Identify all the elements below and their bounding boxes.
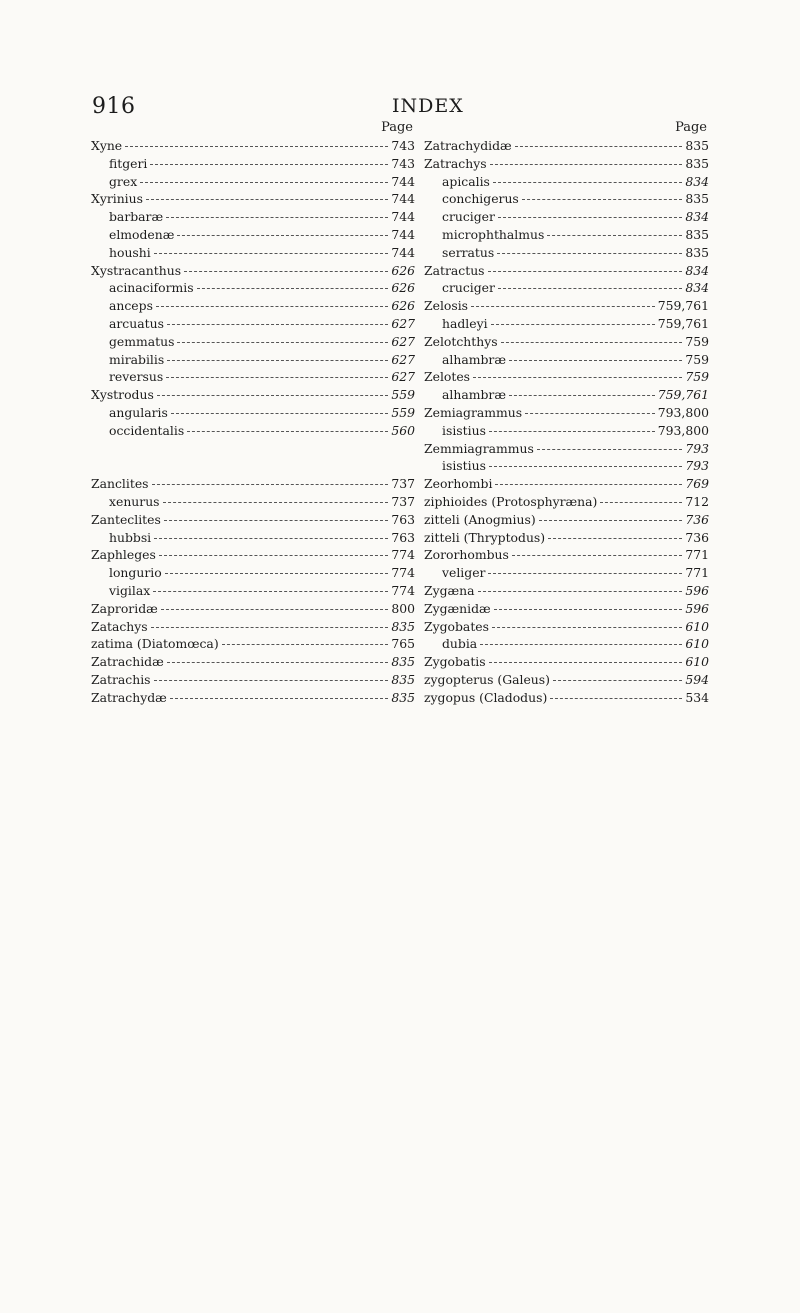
- index-entry: [424, 262, 709, 280]
- entry-term: Zaproridæ: [91, 600, 158, 616]
- entry-page-number: 835: [685, 244, 709, 260]
- dot-leader: [498, 288, 682, 289]
- index-entry: [91, 190, 415, 208]
- entry-term: zatima (Diatomœca): [91, 636, 219, 652]
- dot-leader: [522, 199, 683, 200]
- entry-term: Zygobatis: [424, 654, 486, 670]
- entry-page-number: 835: [685, 155, 709, 171]
- entry-page-number: 793: [685, 458, 709, 474]
- entry-term: anceps: [109, 298, 153, 314]
- entry-term: zitteli (Anogmius): [424, 511, 536, 527]
- dot-leader: [159, 555, 389, 556]
- entry-page-number: 737: [391, 493, 415, 509]
- dot-leader: [161, 609, 389, 610]
- entry-page-number: 765: [391, 636, 415, 652]
- entry-page-number: 712: [685, 493, 709, 509]
- entry-page-number: 736: [685, 511, 709, 527]
- entry-page-number: 627: [391, 351, 415, 367]
- dot-leader: [489, 662, 683, 663]
- dot-leader: [490, 164, 683, 165]
- entry-page-number: 626: [391, 262, 415, 278]
- entry-page-number: 763: [391, 529, 415, 545]
- dot-leader: [553, 680, 682, 681]
- entry-term: alhambræ: [442, 387, 506, 403]
- entry-page-number: 759: [685, 351, 709, 367]
- dot-leader: [494, 609, 683, 610]
- dot-leader: [177, 342, 388, 343]
- entry-term: serratus: [442, 244, 495, 260]
- dot-leader: [488, 573, 682, 574]
- dot-leader: [167, 662, 389, 663]
- dot-leader: [166, 377, 388, 378]
- index-entry: [91, 351, 415, 369]
- dot-leader: [184, 271, 388, 272]
- index-entry: [91, 671, 415, 689]
- entry-term: conchigerus: [442, 191, 519, 207]
- entry-term: fitgeri: [109, 155, 148, 171]
- entry-page-number: 835: [685, 191, 709, 207]
- entry-term: Zygobates: [424, 618, 489, 634]
- dot-leader: [489, 431, 655, 432]
- index-entry: [91, 333, 415, 351]
- entry-term: hubbsi: [109, 529, 152, 545]
- index-entry: [424, 529, 709, 547]
- dot-leader: [197, 288, 389, 289]
- dot-leader: [480, 644, 682, 645]
- entry-term: Zatrachis: [91, 671, 151, 687]
- entry-page-number: 610: [685, 654, 709, 670]
- index-entry: [91, 244, 415, 262]
- dot-leader: [492, 627, 682, 628]
- index-entry: [424, 600, 709, 618]
- entry-page-number: 626: [391, 298, 415, 314]
- index-entry: [424, 493, 709, 511]
- dot-leader: [539, 520, 683, 521]
- entry-term: Zanteclites: [91, 511, 161, 527]
- index-entry: [424, 422, 709, 440]
- entry-term: Xyrinius: [91, 191, 143, 207]
- index-entry: [91, 618, 415, 636]
- entry-term: cruciger: [442, 280, 495, 296]
- index-entry: [424, 137, 709, 155]
- dot-leader: [550, 698, 682, 699]
- index-entry: [91, 600, 415, 618]
- entry-term: cruciger: [442, 209, 495, 225]
- entry-page-number: 793: [685, 440, 709, 456]
- index-entry: [91, 404, 415, 422]
- dot-leader: [156, 306, 388, 307]
- index-entry: [424, 653, 709, 671]
- entry-page-number: 759: [685, 333, 709, 349]
- page-column-heading: Page: [675, 120, 707, 135]
- index-entry: [91, 279, 415, 297]
- index-entry: [424, 635, 709, 653]
- entry-term: Zororhombus: [424, 547, 509, 563]
- entry-page-number: 559: [391, 387, 415, 403]
- entry-page-number: 835: [391, 654, 415, 670]
- entry-term: Zemiagrammus: [424, 404, 523, 420]
- entry-term: grex: [109, 173, 138, 189]
- index-entry: [91, 173, 415, 191]
- entry-term: hadleyi: [442, 315, 488, 331]
- entry-term: Zatractus: [424, 262, 485, 278]
- index-entry: [424, 351, 709, 369]
- dot-leader: [171, 413, 388, 414]
- dot-leader: [166, 217, 388, 218]
- entry-page-number: 744: [391, 244, 415, 260]
- index-entry: [424, 297, 709, 315]
- dot-leader: [493, 182, 682, 183]
- index-entry: [91, 475, 415, 493]
- entry-term: Zatrachys: [424, 155, 487, 171]
- entry-term: xenurus: [109, 493, 160, 509]
- entry-page-number: 626: [391, 280, 415, 296]
- index-entry: [424, 208, 709, 226]
- entry-term: longurio: [109, 565, 162, 581]
- dot-leader: [515, 146, 683, 147]
- entry-page-number: 744: [391, 173, 415, 189]
- entry-page-number: 759,761: [657, 315, 709, 331]
- entry-term: angularis: [109, 404, 168, 420]
- entry-page-number: 759,761: [657, 387, 709, 403]
- dot-leader: [187, 431, 388, 432]
- index-entry: [424, 386, 709, 404]
- index-entry: [424, 440, 709, 458]
- index-entry: [91, 226, 415, 244]
- entry-page-number: 834: [685, 280, 709, 296]
- entry-term: Zygænidæ: [424, 600, 491, 616]
- dot-leader: [547, 235, 682, 236]
- index-entry: [424, 404, 709, 422]
- entry-term: Zanclites: [91, 476, 149, 492]
- entry-term: Zatrachydidæ: [424, 138, 512, 153]
- entry-term: isistius: [442, 422, 486, 438]
- entry-term: acinaciformis: [109, 280, 194, 296]
- index-entry: [424, 546, 709, 564]
- index-entry: [91, 511, 415, 529]
- index-entry: [91, 564, 415, 582]
- entry-term: zygopus (Cladodus): [424, 689, 548, 705]
- entry-term: alhambræ: [442, 351, 506, 367]
- entry-page-number: 744: [391, 191, 415, 207]
- entry-page-number: 594: [685, 671, 709, 687]
- index-entry: [424, 244, 709, 262]
- entry-page-number: 759,761: [657, 298, 709, 314]
- index-column-right: [424, 119, 709, 707]
- dot-leader: [146, 199, 388, 200]
- dot-leader: [471, 306, 655, 307]
- page-number: 916: [92, 94, 136, 119]
- entry-page-number: 834: [685, 262, 709, 278]
- index-entry: [91, 368, 415, 386]
- dot-leader: [154, 680, 389, 681]
- dot-leader: [163, 502, 389, 503]
- dot-leader: [151, 627, 389, 628]
- entry-term: ziphioides (Protosphyræna): [424, 493, 598, 509]
- dot-leader: [489, 466, 682, 467]
- entry-term: Zelotes: [424, 369, 471, 385]
- dot-leader: [501, 342, 683, 343]
- entry-spacer: [91, 457, 415, 475]
- entry-page-number: 736: [685, 529, 709, 545]
- entry-term: Zatrachydæ: [91, 689, 167, 705]
- entry-term: occidentalis: [109, 422, 185, 438]
- dot-leader: [152, 484, 389, 485]
- index-entry: [424, 368, 709, 386]
- entry-term: Zaphleges: [91, 547, 156, 563]
- entry-term: barbaræ: [109, 209, 164, 225]
- entry-page-number: 627: [391, 315, 415, 331]
- dot-leader: [164, 520, 389, 521]
- entry-term: Zelosis: [424, 298, 469, 314]
- index-entry: [91, 315, 415, 333]
- index-entry: [424, 173, 709, 191]
- index-column-left: [91, 119, 415, 707]
- entry-page-number: 627: [391, 333, 415, 349]
- dot-leader: [548, 538, 682, 539]
- entry-page-number: 596: [685, 600, 709, 616]
- entry-term: gemmatus: [109, 333, 175, 349]
- entry-page-number: 534: [685, 689, 709, 705]
- entry-term: Zatrachidæ: [91, 654, 164, 670]
- index-entry: [424, 279, 709, 297]
- index-entry: [424, 333, 709, 351]
- dot-leader: [509, 395, 655, 396]
- page-title: INDEX: [392, 95, 464, 117]
- dot-leader: [165, 573, 389, 574]
- index-entry: [91, 208, 415, 226]
- index-entry: [91, 297, 415, 315]
- entry-page-number: 744: [391, 209, 415, 225]
- index-entry: [91, 653, 415, 671]
- dot-leader: [512, 555, 683, 556]
- dot-leader: [154, 538, 388, 539]
- entry-page-number: 759: [685, 369, 709, 385]
- dot-leader: [154, 253, 389, 254]
- entry-term: mirabilis: [109, 351, 165, 367]
- entry-page-number: 610: [685, 618, 709, 634]
- entry-page-number: 559: [391, 404, 415, 420]
- index-entry: [424, 226, 709, 244]
- entry-term: isistius: [442, 458, 486, 474]
- index-entry: [91, 582, 415, 600]
- index-entry: [424, 618, 709, 636]
- entry-page-number: 774: [391, 565, 415, 581]
- page-column-heading: Page: [381, 120, 413, 135]
- index-entry: [91, 546, 415, 564]
- entry-term: Zygæna: [424, 582, 475, 598]
- entry-term: veliger: [442, 565, 486, 581]
- entry-page-number: 737: [391, 476, 415, 492]
- entry-page-number: 743: [391, 155, 415, 171]
- dot-leader: [473, 377, 682, 378]
- dot-leader: [153, 591, 388, 592]
- entry-page-number: 774: [391, 582, 415, 598]
- dot-leader: [150, 164, 388, 165]
- dot-leader: [495, 484, 682, 485]
- entry-page-number: 744: [391, 226, 415, 242]
- entry-term: zitteli (Thryptodus): [424, 529, 546, 545]
- entry-page-number: 771: [685, 565, 709, 581]
- dot-leader: [537, 449, 682, 450]
- index-entry: [424, 155, 709, 173]
- entry-page-number: 793,800: [657, 404, 709, 420]
- dot-leader: [177, 235, 388, 236]
- entry-page-number: 769: [685, 476, 709, 492]
- dot-leader: [498, 217, 682, 218]
- index-entry: [424, 564, 709, 582]
- entry-page-number: 596: [685, 582, 709, 598]
- entry-page-number: 835: [391, 689, 415, 705]
- entry-spacer: [91, 440, 415, 458]
- index-entry: [424, 457, 709, 475]
- index-entry: [424, 315, 709, 333]
- index-entry: [91, 137, 415, 155]
- entry-page-number: 763: [391, 511, 415, 527]
- index-entry: [424, 190, 709, 208]
- index-entry-list: [91, 137, 415, 707]
- entry-page-number: 610: [685, 636, 709, 652]
- entry-page-number: 834: [685, 173, 709, 189]
- index-entry: [91, 422, 415, 440]
- dot-leader: [222, 644, 389, 645]
- dot-leader: [491, 324, 655, 325]
- entry-term: microphthalmus: [442, 226, 545, 242]
- entry-term: zygopterus (Galeus): [424, 671, 550, 687]
- entry-page-number: 771: [685, 547, 709, 563]
- entry-page-number: 560: [391, 422, 415, 438]
- entry-term: Zatachys: [91, 618, 148, 634]
- entry-term: arcuatus: [109, 315, 164, 331]
- index-entry: [424, 475, 709, 493]
- index-entry: [91, 529, 415, 547]
- index-entry: [91, 386, 415, 404]
- index-entry: [91, 635, 415, 653]
- entry-page-number: 834: [685, 209, 709, 225]
- dot-leader: [125, 146, 388, 147]
- dot-leader: [157, 395, 389, 396]
- entry-term: elmodenæ: [109, 226, 175, 242]
- entry-page-number: 800: [391, 600, 415, 616]
- entry-page-number: 627: [391, 369, 415, 385]
- entry-term: Zeorhombi: [424, 476, 493, 492]
- entry-term: Zemmiagrammus: [424, 440, 534, 456]
- dot-leader: [497, 253, 682, 254]
- index-entry: [91, 493, 415, 511]
- entry-page-number: 793,800: [657, 422, 709, 438]
- entry-term: Zelotchthys: [424, 333, 498, 349]
- entry-term: apicalis: [442, 173, 490, 189]
- dot-leader: [140, 182, 388, 183]
- dot-leader: [600, 502, 682, 503]
- index-entry: [91, 155, 415, 173]
- dot-leader: [167, 360, 388, 361]
- index-entry-list: [424, 137, 709, 707]
- index-entry: [424, 582, 709, 600]
- dot-leader: [478, 591, 683, 592]
- entry-page-number: 835: [685, 226, 709, 242]
- entry-page-number: 774: [391, 547, 415, 563]
- entry-page-number: 743: [391, 138, 415, 153]
- dot-leader: [509, 360, 682, 361]
- entry-page-number: 835: [391, 618, 415, 634]
- entry-term: Xyne: [91, 138, 123, 153]
- dot-leader: [170, 698, 389, 699]
- index-entry: [91, 689, 415, 707]
- index-entry: [424, 671, 709, 689]
- dot-leader: [525, 413, 655, 414]
- dot-leader: [488, 271, 683, 272]
- entry-page-number: 835: [685, 138, 709, 153]
- index-entry: [91, 262, 415, 280]
- dot-leader: [167, 324, 388, 325]
- entry-term: houshi: [109, 244, 151, 260]
- entry-term: reversus: [109, 369, 164, 385]
- index-entry: [424, 689, 709, 707]
- entry-term: dubia: [442, 636, 478, 652]
- entry-term: vigilax: [109, 582, 151, 598]
- entry-page-number: 835: [391, 671, 415, 687]
- entry-term: Xystrodus: [91, 387, 154, 403]
- entry-term: Xystracanthus: [91, 262, 182, 278]
- index-entry: [424, 511, 709, 529]
